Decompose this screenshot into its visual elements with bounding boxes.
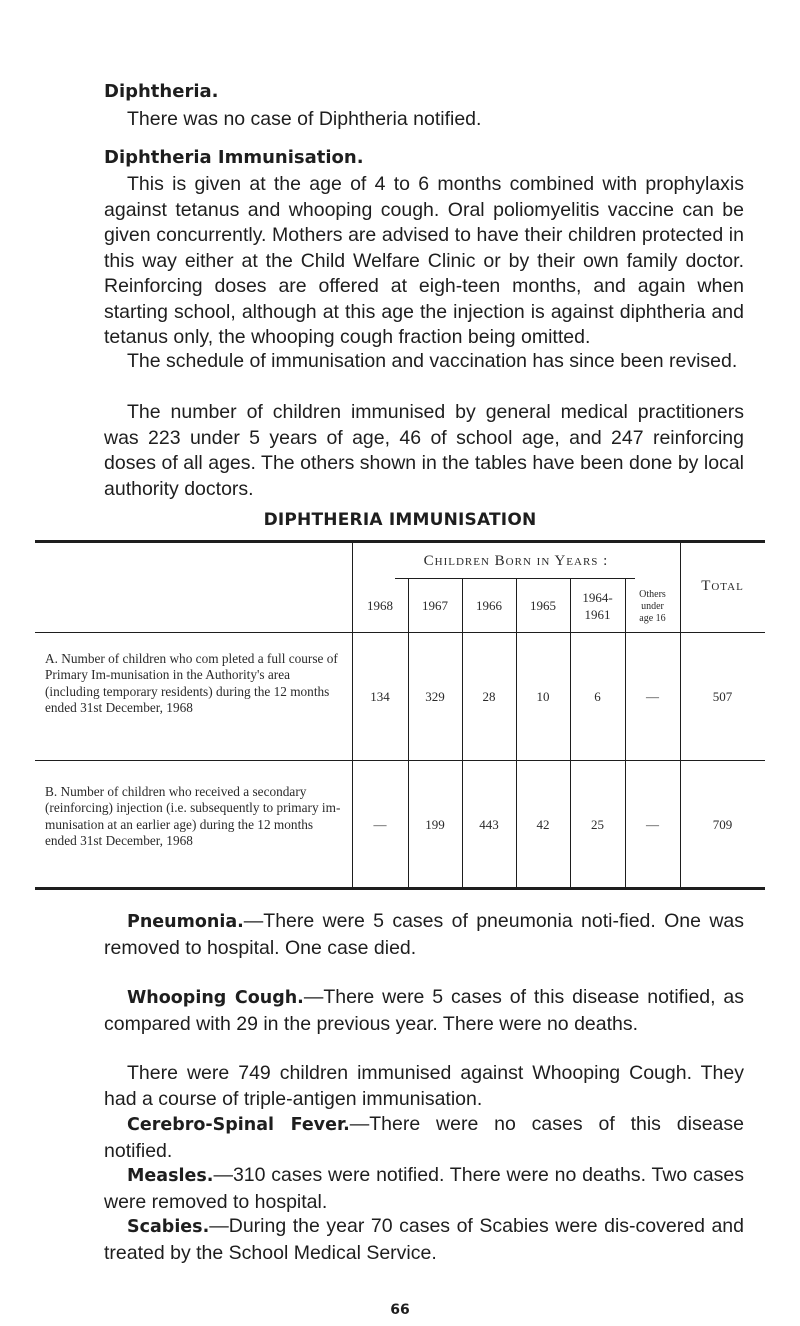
column-header: 1968 xyxy=(367,598,393,613)
table-cell: 443 xyxy=(479,817,499,832)
table-cell: 28 xyxy=(482,689,496,704)
table-cell: — xyxy=(373,817,387,832)
table-top-rule xyxy=(35,540,765,543)
pneumonia-text: —There were 5 cases of pneumonia noti-fied. One was removed to hospital. One case died. xyxy=(104,910,744,959)
pneumonia-paragraph xyxy=(104,909,744,961)
col-divider xyxy=(570,579,571,887)
diphtheria-heading: Diphtheria. xyxy=(104,81,219,102)
table-cell: 134 xyxy=(370,689,390,704)
row-label-b: B. Number of children who received a secondary (reinforcing) injection (i.e. subsequently to primary im-munisation at an earlier age) during the 12 months ended 31st December, 1968 xyxy=(45,784,341,849)
table-cell: 25 xyxy=(591,817,604,832)
immunisation-heading: Diphtheria Immunisation. xyxy=(104,147,364,168)
column-header: Others under age 16 xyxy=(639,589,666,624)
diphtheria-text: There was no case of Diphtheria notified. xyxy=(127,108,482,130)
col-divider xyxy=(408,579,409,887)
col-divider xyxy=(352,543,353,887)
table-title: DIPHTHERIA IMMUNISATION xyxy=(263,510,537,530)
scabies-text: —During the year 70 cases of Scabies were dis-covered and treated by the School Medical Service. xyxy=(104,1215,744,1264)
measles-text: —310 cases were notified. There were no deaths. Two cases were removed to hospital. xyxy=(104,1164,744,1213)
column-header: 1965 xyxy=(530,598,556,613)
table-bottom-rule xyxy=(35,887,765,890)
column-header: 1966 xyxy=(476,598,502,613)
row-divider-rule xyxy=(35,760,765,761)
measles-heading: Measles. xyxy=(127,1166,214,1186)
whooping-paragraph xyxy=(104,985,744,1037)
column-header: 1964- 1961 xyxy=(582,590,613,622)
cerebro-text: —There were no cases of this disease notified. xyxy=(104,1113,744,1162)
table-cell: 42 xyxy=(536,817,550,832)
table-cell: — xyxy=(646,689,659,704)
scabies-paragraph xyxy=(104,1214,744,1266)
table-cell: — xyxy=(646,817,659,832)
column-header: 1967 xyxy=(422,598,448,613)
immunisation-para-2: The schedule of immunisation and vaccination has since been revised. xyxy=(127,350,738,372)
pneumonia-heading: Pneumonia. xyxy=(127,912,244,932)
cerebro-paragraph xyxy=(104,1112,744,1164)
col-divider xyxy=(516,579,517,887)
group-header: Children Born in Years : xyxy=(423,553,609,569)
group-header-rule xyxy=(395,578,635,579)
measles-paragraph xyxy=(104,1163,744,1215)
whooping-paragraph-2: There were 749 children immunised against Whooping Cough. They had a course of triple-antigen immunisation. xyxy=(104,1062,744,1110)
whooping-heading: Whooping Cough. xyxy=(127,988,304,1008)
row-total: 507 xyxy=(712,689,733,704)
table-cell: 6 xyxy=(594,689,601,704)
immunisation-para-1: This is given at the age of 4 to 6 months combined with prophylaxis against tetanus and whooping cough. Oral poliomyelitis vaccine can be given concurrently. Mothers are advised to have their children protected in this way either at the Child Welfare Clinic or by their own family doctor. Reinforcing doses are offered at eigh-teen months, and again when starting school, although at this age the injection is against diphtheria and tetanus only, the whooping cough fraction being omitted. xyxy=(104,173,744,348)
col-divider xyxy=(462,579,463,887)
cerebro-heading: Cerebro-Spinal Fever. xyxy=(127,1115,350,1135)
col-divider xyxy=(625,579,626,887)
total-header: Total xyxy=(701,578,744,594)
table-cell: 329 xyxy=(425,689,445,704)
table-cell: 199 xyxy=(425,817,445,832)
header-bottom-rule xyxy=(35,632,765,633)
row-label-a: A. Number of children who com pleted a full course of Primary Im-munisation in the Authority's area (including temporary residents) during the 12 months ended 31st December, 1968 xyxy=(45,651,338,716)
whooping-text: —There were 5 cases of this disease notified, as compared with 29 in the previous year. There were no deaths. xyxy=(104,986,744,1035)
immunisation-para-3: The number of children immunised by general medical practitioners was 223 under 5 years of age, 46 of school age, and 247 reinforcing doses of all ages. The others shown in the tables have been done by local authority doctors. xyxy=(104,401,744,500)
page-number: 66 xyxy=(390,1302,410,1318)
table-cell: 10 xyxy=(536,689,550,704)
scabies-heading: Scabies. xyxy=(127,1217,210,1237)
row-total: 709 xyxy=(712,817,733,832)
